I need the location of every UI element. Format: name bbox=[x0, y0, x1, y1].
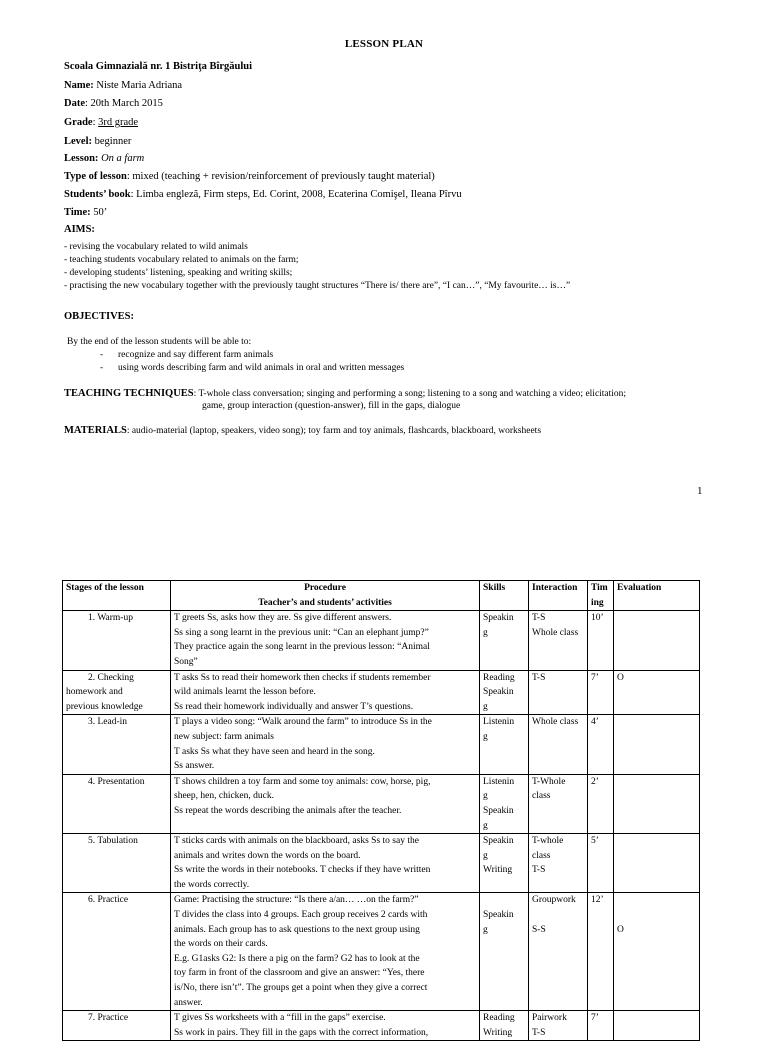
cell-evaluation bbox=[614, 1011, 700, 1041]
name-value: Niste Maria Adriana bbox=[93, 80, 183, 91]
type-label: Type of lesson bbox=[64, 171, 127, 182]
date-label: Date bbox=[64, 98, 85, 109]
lesson-plan-title: LESSON PLAN bbox=[344, 38, 424, 50]
cell-procedure: Game: Practising the structure: “Is there a/an… …on the farm?” T divides the class into 4 groups. Each group receives 2 cards with animals. Each group has to ask questions to the next group using the words on their cards. E.g. G1asks G2: Is there a pig on the farm? G2 has to look at the toy farm in front of the classroom and give an answer: “Yes, there is/No, there isn’t”. The groups get a point when they give a correct answer. bbox=[171, 893, 480, 1011]
cell-interaction: T-whole class T-S bbox=[529, 834, 588, 893]
date-line bbox=[64, 98, 163, 109]
lesson-label: Lesson: bbox=[64, 153, 99, 164]
cell-evaluation bbox=[614, 715, 700, 774]
objective-bullet: - bbox=[100, 350, 104, 360]
aim-item: - practising the new vocabulary together with the previously taught structures “There is/ there are”, “I can…”, “My favourite… is…” bbox=[64, 281, 571, 291]
cell-procedure: T asks Ss to read their homework then checks if students remember wild animals learnt the lesson before. Ss read their homework individually and answer T’s questions. bbox=[171, 670, 480, 715]
objective-item: recognize and say different farm animals bbox=[118, 350, 274, 360]
cell-procedure: T shows children a toy farm and some toy animals: cow, horse, pig, sheep, hen, chicken, duck. Ss repeat the words describing the animals after the teacher. bbox=[171, 774, 480, 833]
cell-interaction: Pairwork T-S bbox=[529, 1011, 588, 1041]
grade-value: 3rd grade bbox=[98, 117, 139, 128]
book-line bbox=[64, 189, 462, 200]
cell-timing: 5’ bbox=[588, 834, 614, 893]
aim-item: - revising the vocabulary related to wild animals bbox=[64, 242, 248, 252]
grade-label: Grade bbox=[64, 117, 93, 128]
cell-skills: Reading Writing bbox=[480, 1011, 529, 1041]
cell-skills: Listenin g bbox=[480, 715, 529, 774]
table-row bbox=[63, 670, 700, 715]
type-line bbox=[64, 171, 435, 182]
table-header-row bbox=[63, 581, 700, 611]
name-line bbox=[64, 80, 182, 91]
cell-interaction: T-S bbox=[529, 670, 588, 715]
cell-evaluation: O bbox=[614, 893, 700, 1011]
materials-line bbox=[64, 425, 541, 436]
book-label: Students’ book bbox=[64, 189, 131, 200]
cell-timing: 4’ bbox=[588, 715, 614, 774]
table-row bbox=[63, 611, 700, 670]
time-line bbox=[64, 207, 107, 218]
cell-procedure: T sticks cards with animals on the blackboard, asks Ss to say the animals and writes down the words on the board. Ss write the words in their notebooks. T checks if they have written the words correctly. bbox=[171, 834, 480, 893]
cell-skills: Listenin g Speakin g bbox=[480, 774, 529, 833]
school-name: Scoala Gimnazială nr. 1 Bistriţa Bîrgăului bbox=[64, 61, 253, 72]
time-value: 50’ bbox=[90, 207, 108, 218]
cell-timing: 2’ bbox=[588, 774, 614, 833]
lesson-line bbox=[64, 153, 144, 164]
cell-evaluation bbox=[614, 834, 700, 893]
techniques-value: : T-whole class conversation; singing and performing a song; listening to a song and watching a video; elicitation; bbox=[193, 389, 627, 399]
cell-interaction: T-Whole class bbox=[529, 774, 588, 833]
table-row bbox=[63, 715, 700, 774]
table-row bbox=[63, 774, 700, 833]
header-stages: Stages of the lesson bbox=[63, 581, 171, 611]
cell-interaction: Whole class bbox=[529, 715, 588, 774]
cell-interaction: T-S Whole class bbox=[529, 611, 588, 670]
materials-label: MATERIALS bbox=[64, 425, 127, 436]
header-timing: Timing bbox=[588, 581, 614, 611]
cell-stage: 1. Warm-up bbox=[63, 611, 171, 670]
objectives-label: OBJECTIVES: bbox=[64, 311, 135, 322]
cell-timing: 10’ bbox=[588, 611, 614, 670]
page-number: 1 bbox=[697, 485, 703, 497]
aims-label: AIMS: bbox=[64, 224, 95, 235]
cell-skills: Speakin g bbox=[480, 611, 529, 670]
cell-procedure: T greets Ss, asks how they are. Ss give different answers. Ss sing a song learnt in the previous unit: “Can an elephant jump?” They practice again the song learnt in the previous lesson: “Animal Song” bbox=[171, 611, 480, 670]
cell-stage: 4. Presentation bbox=[63, 774, 171, 833]
cell-procedure: T gives Ss worksheets with a “fill in the gaps” exercise. Ss work in pairs. They fill in the gaps with the correct information, bbox=[171, 1011, 480, 1041]
table-row bbox=[63, 893, 700, 1011]
grade-separator: : bbox=[92, 117, 99, 128]
techniques-label: TEACHING TECHNIQUES bbox=[64, 388, 194, 399]
grade-line bbox=[64, 117, 138, 128]
cell-timing: 7’ bbox=[588, 670, 614, 715]
cell-stage: 7. Practice bbox=[63, 1011, 171, 1041]
cell-stage: 6. Practice bbox=[63, 893, 171, 1011]
cell-evaluation bbox=[614, 611, 700, 670]
techniques-line bbox=[64, 388, 626, 399]
cell-skills: Speakin g Writing bbox=[480, 834, 529, 893]
cell-evaluation: O bbox=[614, 670, 700, 715]
table-row bbox=[63, 1011, 700, 1041]
cell-procedure: T plays a video song: “Walk around the farm” to introduce Ss in the new subject: farm animals T asks Ss what they have seen and heard in the song. Ss answer. bbox=[171, 715, 480, 774]
level-line bbox=[64, 136, 131, 147]
header-procedure: Procedure Teacher’s and students’ activities bbox=[171, 581, 480, 611]
date-value: : 20th March 2015 bbox=[85, 98, 163, 109]
header-interaction: Interaction bbox=[529, 581, 588, 611]
cell-interaction: Groupwork S-S bbox=[529, 893, 588, 1011]
cell-evaluation bbox=[614, 774, 700, 833]
cell-skills: Speakin g bbox=[480, 893, 529, 1011]
cell-timing: 12’ bbox=[588, 893, 614, 1011]
cell-skills: Reading Speakin g bbox=[480, 670, 529, 715]
time-label: Time: bbox=[64, 207, 91, 218]
materials-value: : audio-material (laptop, speakers, video song); toy farm and toy animals, flashcards, blackboard, worksheets bbox=[126, 426, 542, 436]
lesson-stages-table bbox=[62, 580, 700, 1041]
aim-item: - teaching students vocabulary related to animals on the farm; bbox=[64, 255, 299, 265]
table-row bbox=[63, 834, 700, 893]
header-skills: Skills bbox=[480, 581, 529, 611]
cell-stage: 3. Lead-in bbox=[63, 715, 171, 774]
cell-stage: 2. Checking homework and previous knowledge bbox=[63, 670, 171, 715]
type-value: : mixed (teaching + revision/reinforcement of previously taught material) bbox=[126, 171, 435, 182]
techniques-continuation: game, group interaction (question-answer), fill in the gaps, dialogue bbox=[202, 401, 461, 411]
level-label: Level: bbox=[64, 136, 92, 147]
level-value: beginner bbox=[92, 136, 132, 147]
objective-item: using words describing farm and wild animals in oral and written messages bbox=[118, 363, 405, 373]
cell-timing: 7’ bbox=[588, 1011, 614, 1041]
header-evaluation: Evaluation bbox=[614, 581, 700, 611]
objectives-intro: By the end of the lesson students will be able to: bbox=[67, 337, 252, 347]
name-label: Name: bbox=[64, 80, 94, 91]
cell-stage: 5. Tabulation bbox=[63, 834, 171, 893]
book-value: : Limba engleză, Firm steps, Ed. Corint, 2008, Ecaterina Comişel, Ileana Pîrvu bbox=[130, 189, 462, 200]
aim-item: - developing students’ listening, speaking and writing skills; bbox=[64, 268, 293, 278]
lesson-value: On a farm bbox=[98, 153, 145, 164]
objective-bullet: - bbox=[100, 363, 104, 373]
